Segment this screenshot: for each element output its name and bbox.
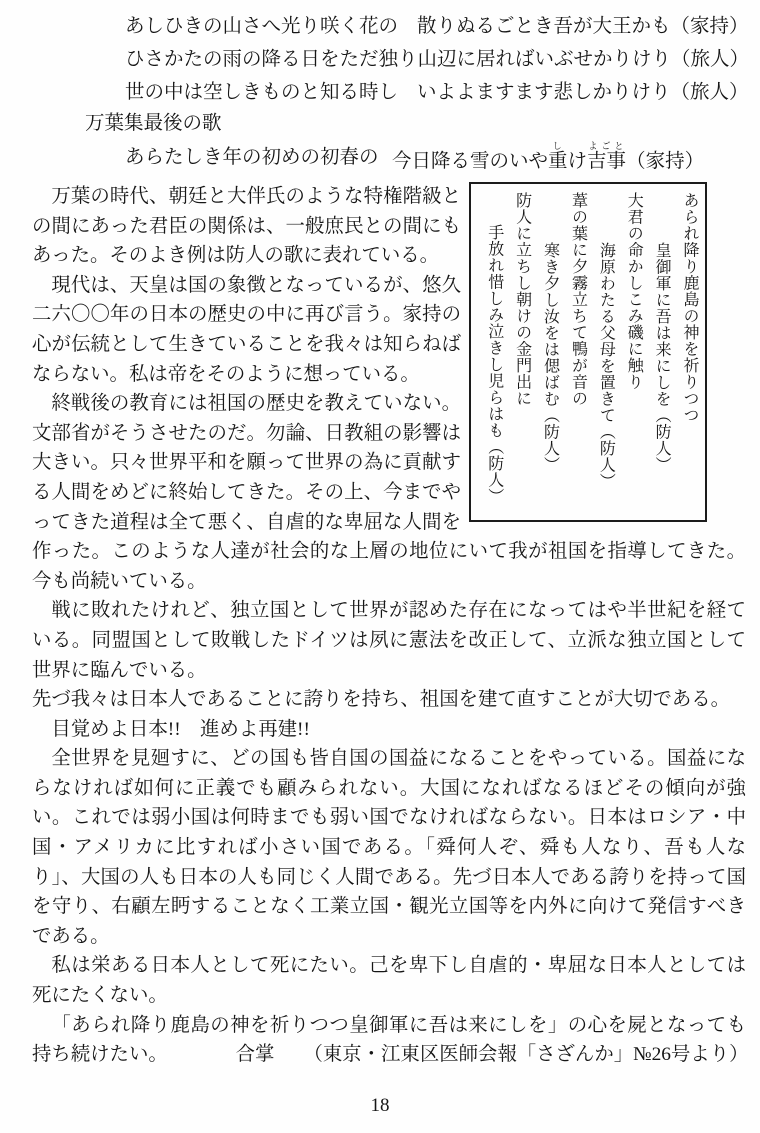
sakimori-poem-column: 手放れ惜しみ泣きし児らはも（防人）: [485, 224, 503, 505]
poem-second-half: 山辺に居ればいぶせかりけり（旅人）: [417, 49, 750, 70]
page-number: 18: [370, 1095, 390, 1116]
poem-last-second-half: 今日降る雪のいや重しけ吉事よごと（家持）: [392, 141, 705, 172]
poem-first-half: ひさかたの雨の降る日をただ独り: [125, 49, 418, 70]
body-paragraph: 終戦後の教育には祖国の歴史を教えていない。文部省がそうさせたのだ。勿論、日教組の影響は大きい。只々世界平和を願って世界の為に貢献する人間をめどに終始してきた。その上、今までやってきた道程は全て悪く、自虐的な卑屈な人間を作った。このような人達が社会的な上層の地位にいて我が祖国を指導してきた。今も尚続いている。: [32, 393, 746, 592]
sakimori-poem-column: 海原わたる父母を置きて（防人）: [597, 242, 615, 490]
ruby-annotated-word: 重し: [548, 141, 568, 172]
sakimori-poem-column: 寒き夕し汝をは偲ばむ（防人）: [541, 242, 559, 473]
body-paragraph: 万葉の時代、朝廷と大伴氏のような特権階級との間にあった君臣の関係は、一般庶民との間にもあった。そのよき例は防人の歌に表れている。: [32, 186, 461, 267]
poem-line: [125, 43, 750, 76]
opening-poems-section: [85, 10, 750, 178]
poem-second-half: 散りぬるごとき吾が大王かも（家持）: [417, 16, 749, 37]
sakimori-poem-column: 防人に立ちし朝けの金門出に: [513, 192, 531, 407]
manyoshu-last-poem-caption: 万葉集最後の歌: [85, 113, 222, 134]
poem-first-half: あしひきの山さへ光り咲く花の: [125, 16, 399, 37]
ruby-annotated-word: 吉事よごと: [587, 141, 627, 172]
sakimori-poem-column: 皇御軍に吾は来にしを（防人）: [653, 242, 671, 473]
poem-line-last: [125, 141, 746, 178]
sakimori-poems-box: [469, 182, 707, 522]
body-paragraph: 「あられ降り鹿島の神を祈りつつ皇御軍に吾は来にしを」の心を屍となっても持ち続けたい。 合掌 （東京・江東区医師会報「さざんか」№26号より）: [32, 1014, 749, 1066]
sakimori-poem-column: 大君の命かしこみ磯に触り: [625, 192, 643, 390]
body-paragraph: 現代は、天皇は国の象徴となっているが、悠久二六〇〇年の日本の歴史の中に再び言う。家持の心が伝統として生きていることを我々は知らねばならない。私は帝をそのように想っている。: [32, 274, 461, 385]
sakimori-poem-column: あられ降り鹿島の神を祈りつつ: [681, 192, 698, 423]
body-paragraph: 戦に敗れたけれど、独立国として世界が認めた存在になってはや半世紀を経ている。同盟国として敗戦したドイツは夙に憲法を改正して、立派な独立国として世界に臨んでいる。: [32, 600, 746, 681]
body-paragraph: 目覚めよ日本!! 進めよ再建!!: [51, 718, 310, 740]
body-paragraph: 私は栄ある日本人として死にたい。己を卑下し自虐的・卑屈な日本人としては死にたくない。: [32, 955, 746, 1007]
poem-first-half: 世の中は空しきものと知る時し: [125, 82, 399, 103]
poem-last-first-half: あらたしき年の初めの初春の: [125, 147, 379, 168]
body-text-section: [32, 182, 749, 1070]
poem-second-half: いよよますます悲しかりけり（旅人）: [417, 82, 749, 103]
body-paragraph: 先づ我々は日本人であることに誇りを持ち、祖国を建て直すことが大切である。: [32, 689, 731, 711]
poem-line: [125, 10, 749, 43]
poem-line: [125, 76, 749, 109]
sakimori-poem-column: 葦の葉に夕霧立ちて鴨が音の: [569, 192, 587, 407]
poem-lines-group: [125, 10, 750, 109]
body-paragraph: 全世界を見廻すに、どの国も皆自国の国益になることをやっている。国益にならなければ如何に正義でも顧みられない。大国になればなるほどその傾向が強い。これでは弱小国は何時までも弱い国でなければならない。日本はロシア・中国・アメリカに比すれば小さい国である。「舜何人ぞ、舜も人なり、吾も人なり」、大国の人も日本の人も同じく人間である。先づ日本人である誇りを持って国を守り、右顧左眄することなく工業立国・観光立国等を内外に向けて発信すべきである。: [32, 748, 746, 947]
